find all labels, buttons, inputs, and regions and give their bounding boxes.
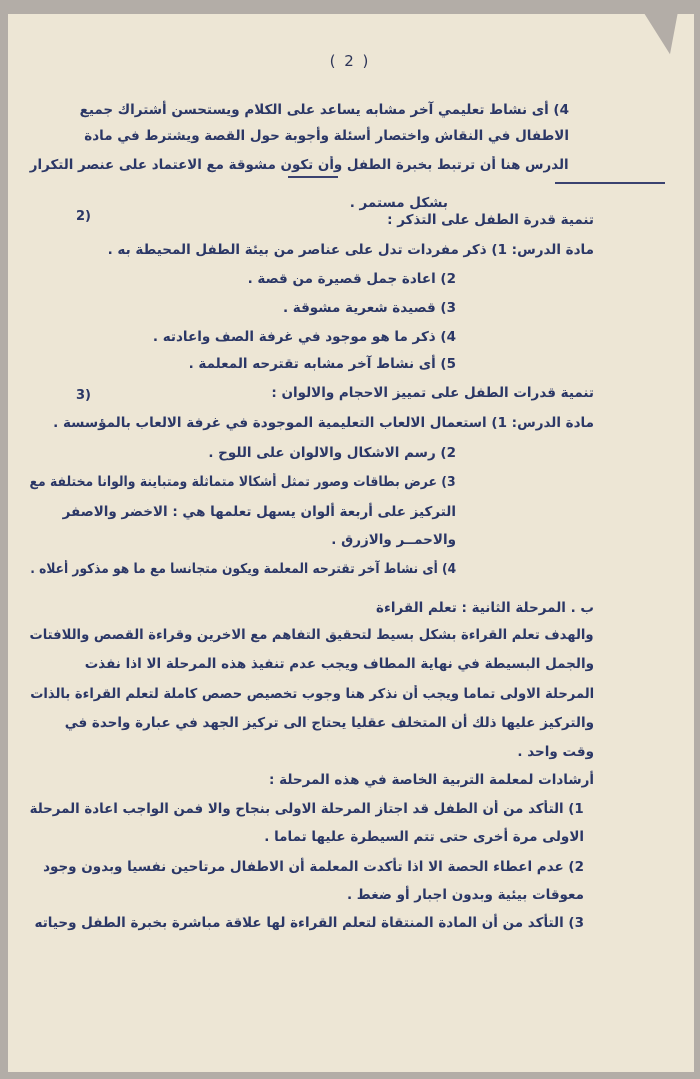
section-heading: ب . المرحلة الثانية : تعلم القراءة — [375, 600, 594, 616]
text-line: الاطفال في النقاش واختصار أسئلة وأجوبة حول القصة ويشترط في مادة — [84, 128, 569, 144]
section-heading: أرشادات لمعلمة التربية الخاصة في هذه المرحلة : — [269, 772, 594, 788]
list-item: 2) رسم الاشكال والالوان على اللوح . — [208, 445, 456, 461]
underline-mark — [555, 182, 665, 184]
text-line: مادة الدرس: 1) ذكر مفردات تدل على عناصر من بيئة الطفل المحيطة به . — [107, 242, 594, 258]
section-number: 2) — [76, 209, 91, 224]
text-line: الاولى مرة أخرى حتى تتم السيطرة عليها تماما . — [264, 829, 584, 845]
section-heading: تنمية قدرة الطفل على التذكر : — [387, 212, 594, 228]
text-line: والهدف تعلم القراءة بشكل بسيط لتحقيق التفاهم مع الاخرين وقراءة القصص واللافتات — [29, 627, 594, 643]
text-line: 4) أى نشاط تعليمي آخر مشابه يساعد على الكلام ويستحسن أشتراك جميع — [79, 102, 569, 118]
text-line: المرحلة الاولى تماما ويجب أن نذكر هنا وجوب تخصيص حصص كاملة لتعلم القراءة بالذات — [30, 686, 594, 702]
text-line: والاحمــر والازرق . — [331, 532, 456, 548]
list-item: 3) التأكد من أن المادة المنتقاة لتعلم القراءة لها علاقة مباشرة بخبرة الطفل وحياته — [34, 915, 584, 931]
text-line: وقت واحد . — [517, 744, 594, 760]
list-item: 4) أى نشاط آخر تقترحه المعلمة ويكون متجانسا مع ما هو مذكور أعلاه . — [30, 561, 456, 577]
list-item: 3) عرض بطاقات وصور تمثل أشكالا متماثلة ومتباينة والوانا مختلفة مع — [29, 474, 456, 490]
list-item: 2) اعادة جمل قصيرة من قصة . — [247, 271, 456, 287]
text-line-part: الدرس هنا أن ترتبط بخبرة الطفل وأن تكون مشوقة مع الاعتماد على عنصر التكرار — [30, 157, 569, 173]
text-line — [30, 156, 569, 174]
list-item: 5) أى نشاط آخر مشابه تقترحه المعلمة . — [188, 356, 456, 372]
text-line: التركيز على أربعة ألوان يسهل تعلمها هي : الاخضر والاصفر — [62, 504, 456, 520]
list-item: 3) قصيدة شعرية مشوقة . — [282, 300, 456, 316]
list-item: 1) التأكد من أن الطفل قد اجتاز المرحلة الاولى بنجاح والا فمن الواجب اعادة المرحلة — [29, 801, 584, 817]
text-line: بشكل مستمر . — [349, 195, 448, 211]
section-number: 3) — [76, 388, 91, 403]
underline-mark — [288, 176, 338, 178]
list-item: 4) ذكر ما هو موجود في غرفة الصف واعادته . — [152, 329, 456, 345]
text-line: مادة الدرس: 1) استعمال الالعاب التعليمية الموجودة في غرفة الالعاب بالمؤسسة . — [53, 415, 594, 431]
text-line: معوقات بيئية وبدون اجبار أو ضغط . — [346, 887, 584, 903]
text-line: والتركيز عليها ذلك أن المتخلف عقليا يحتاج الى تركيز الجهد في عبارة واحدة في — [64, 715, 594, 731]
page-number: ( 2 ) — [329, 52, 371, 70]
list-item: 2) عدم اعطاء الحصة الا اذا تأكدت المعلمة أن الاطفال مرتاحين نفسيا وبدون وجود — [43, 859, 584, 875]
text-line: والجمل البسيطة في نهاية المطاف ويجب عدم تنفيذ هذه المرحلة الا اذا نفذت — [84, 656, 594, 672]
section-heading: تنمية قدرات الطفل على تمييز الاحجام والالوان : — [271, 385, 594, 401]
